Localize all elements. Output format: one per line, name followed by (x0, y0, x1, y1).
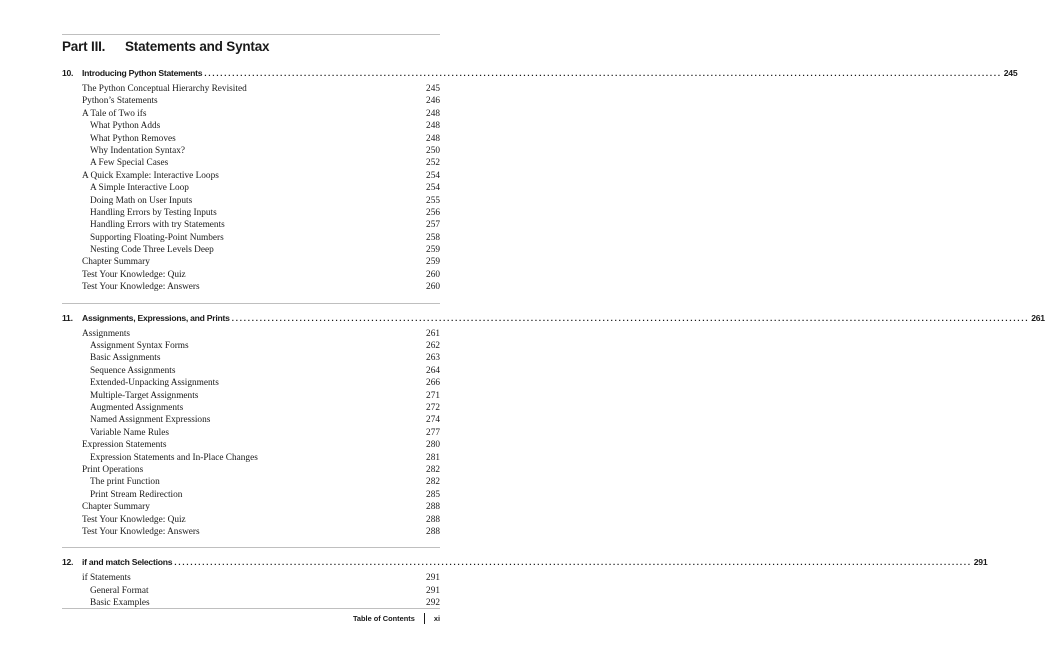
toc-entry[interactable] (62, 402, 440, 414)
dot-leader: ........................................................................................................................................................................................................ (174, 557, 972, 568)
toc-entry[interactable] (62, 377, 440, 389)
entry-title: Supporting Floating-Point Numbers (90, 232, 224, 243)
chapter-list (62, 68, 1045, 618)
entry-page: 255 (426, 195, 440, 206)
entry-title: What Python Adds (90, 121, 161, 132)
entry-page: 291 (426, 585, 440, 596)
chapter-number: 11. (62, 312, 73, 323)
entry-title: A Tale of Two ifs (82, 108, 147, 119)
toc-entry[interactable] (62, 439, 440, 451)
entry-title: Chapter Summary (82, 257, 150, 268)
toc-entry[interactable] (62, 526, 440, 538)
chapter-number: 12. (62, 557, 74, 568)
entry-title: Test Your Knowledge: Quiz (82, 269, 186, 280)
toc-entry[interactable] (62, 340, 440, 352)
dot-leader: ........................................................................................................................................................................................................ (204, 68, 1002, 78)
entry-page: 262 (426, 341, 440, 352)
chapter-divider (62, 547, 440, 548)
entry-title: Handling Errors with try Statements (90, 220, 225, 231)
entry-title: Extended-Unpacking Assignments (90, 378, 219, 389)
chapter-divider (62, 303, 440, 304)
toc-entry[interactable] (62, 390, 440, 402)
toc-entry[interactable] (62, 207, 440, 219)
toc-entry[interactable] (62, 476, 440, 488)
chapter-number: 10. (62, 68, 74, 78)
chapter-title: Introducing Python Statements (82, 68, 203, 78)
part-heading (62, 39, 269, 54)
entry-page: 282 (426, 464, 440, 475)
entry-title: A Simple Interactive Loop (90, 183, 189, 194)
entry-page: 260 (426, 282, 440, 293)
chapter-heading[interactable] (62, 312, 1045, 326)
entry-page: 254 (426, 183, 440, 194)
entry-page: 263 (426, 353, 440, 364)
entry-title: Print Operations (82, 464, 144, 475)
toc-entry[interactable] (62, 195, 440, 207)
entry-page: 248 (426, 121, 440, 132)
entry-title: Print Stream Redirection (90, 489, 183, 500)
entry-title: What Python Removes (90, 133, 176, 144)
entry-title: Expression Statements (82, 440, 167, 451)
top-rule (62, 34, 440, 35)
entry-title: The print Function (90, 477, 160, 488)
footer-label: Table of Contents (352, 614, 415, 623)
toc-entry[interactable] (62, 95, 440, 107)
entry-title: Nesting Code Three Levels Deep (90, 245, 214, 256)
entry-page: 252 (426, 158, 440, 169)
entry-page: 272 (426, 402, 440, 413)
entry-title: Sequence Assignments (90, 365, 176, 376)
chapter-page: 291 (973, 557, 988, 568)
entry-title: Python’s Statements (82, 96, 158, 107)
toc-entry[interactable] (62, 414, 440, 426)
entry-title: The Python Conceptual Hierarchy Revisited (82, 84, 247, 94)
toc-entry[interactable] (62, 120, 440, 132)
toc-entry[interactable] (62, 108, 440, 120)
toc-entry[interactable] (62, 585, 440, 597)
chapter-title: Assignments, Expressions, and Prints (82, 312, 230, 323)
entry-page: 282 (426, 477, 440, 488)
entry-title: Augmented Assignments (90, 402, 184, 413)
toc-entry[interactable] (62, 182, 440, 194)
toc-entry[interactable] (62, 219, 440, 231)
entry-page: 291 (426, 573, 440, 584)
footer-separator (424, 613, 425, 624)
part-label: Part III. (62, 39, 106, 54)
chapter-page: 245 (1003, 68, 1018, 78)
entry-page: 264 (426, 365, 440, 376)
toc-chapter (62, 303, 1045, 539)
footer-page-number: xi (433, 614, 440, 623)
toc-entry[interactable] (62, 427, 440, 439)
entry-title: Assignment Syntax Forms (90, 341, 189, 352)
entry-page: 245 (426, 84, 440, 94)
entry-page: 281 (426, 452, 440, 463)
toc-entry[interactable] (62, 281, 440, 293)
entry-title: A Few Special Cases (90, 158, 169, 169)
entry-page: 259 (426, 245, 440, 256)
toc-entry[interactable] (62, 133, 440, 145)
toc-entry[interactable] (62, 572, 440, 584)
entry-title: Doing Math on User Inputs (90, 195, 193, 206)
entry-title: Test Your Knowledge: Answers (82, 526, 200, 537)
bottom-rule (62, 608, 440, 609)
entry-title: Handling Errors by Testing Inputs (90, 207, 217, 218)
toc-entry[interactable] (62, 328, 440, 340)
entry-title: Why Indentation Syntax? (90, 145, 186, 156)
entry-page: 259 (426, 257, 440, 268)
toc-entry[interactable] (62, 157, 440, 169)
toc-entry[interactable] (62, 365, 440, 377)
entry-title: if Statements (82, 573, 131, 584)
entry-title: Multiple-Target Assignments (90, 390, 199, 401)
dot-leader: ........................................................................................................................................................................................................ (231, 312, 1030, 323)
entry-title: Basic Assignments (90, 353, 161, 364)
entry-page: 274 (426, 415, 440, 426)
part-title: Statements and Syntax (125, 39, 270, 54)
toc-entry[interactable] (62, 170, 440, 182)
entry-page: 254 (426, 170, 440, 181)
entry-title: Expression Statements and In-Place Changes (90, 452, 258, 463)
entry-title: Named Assignment Expressions (90, 415, 211, 426)
chapter-heading[interactable] (62, 557, 988, 570)
entry-title: Test Your Knowledge: Quiz (82, 514, 186, 525)
chapter-heading[interactable] (62, 68, 1018, 81)
entry-page: 248 (426, 133, 440, 144)
entry-page: 285 (426, 489, 440, 500)
entry-page: 292 (426, 598, 440, 609)
entry-page: 288 (426, 526, 440, 537)
chapter-page: 261 (1031, 312, 1045, 323)
entry-page: 258 (426, 232, 440, 243)
toc-entry[interactable] (62, 489, 440, 501)
toc-entry[interactable] (62, 145, 440, 157)
entry-title: Assignments (82, 328, 131, 339)
entry-title: Test Your Knowledge: Answers (82, 282, 200, 293)
entry-page: 271 (426, 390, 440, 401)
entry-page: 250 (426, 145, 440, 156)
entry-title: Variable Name Rules (90, 427, 169, 438)
entry-page: 257 (426, 220, 440, 231)
entry-title: Chapter Summary (82, 502, 150, 513)
entry-page: 246 (426, 96, 440, 107)
entry-page: 248 (426, 108, 440, 119)
toc-entry[interactable] (62, 452, 440, 464)
entry-page: 260 (426, 269, 440, 280)
toc-entry[interactable] (62, 501, 440, 513)
entry-title: Basic Examples (90, 598, 150, 609)
page-footer (353, 613, 440, 624)
toc-chapter (62, 68, 1018, 294)
entry-page: 256 (426, 207, 440, 218)
toc-entry[interactable] (62, 269, 440, 281)
toc-entry[interactable] (62, 514, 440, 526)
toc-entry[interactable] (62, 256, 440, 268)
entry-page: 280 (426, 440, 440, 451)
toc-entry[interactable] (62, 352, 440, 364)
entry-page: 288 (426, 502, 440, 513)
toc-entry[interactable] (62, 244, 440, 256)
entry-page: 277 (426, 427, 440, 438)
toc-entry[interactable] (62, 83, 440, 95)
entry-page: 261 (426, 328, 440, 339)
chapter-title: if and match Selections (82, 557, 173, 568)
entry-title: A Quick Example: Interactive Loops (82, 170, 219, 181)
toc-entry[interactable] (62, 232, 440, 244)
entry-page: 288 (426, 514, 440, 525)
entry-page: 266 (426, 378, 440, 389)
toc-entry[interactable] (62, 464, 440, 476)
toc-chapter (62, 547, 988, 609)
entry-title: General Format (90, 585, 149, 596)
